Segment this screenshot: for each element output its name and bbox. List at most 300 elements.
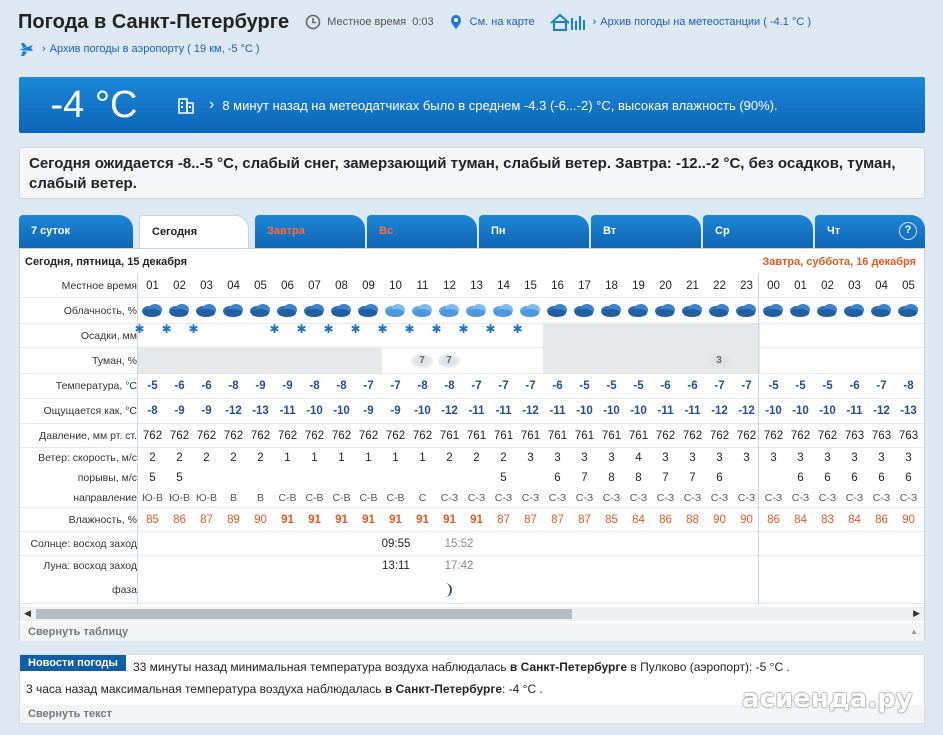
feels-like-cell: -12 [711,405,728,417]
gust-cell: 6 [905,472,912,484]
gust-cell: 5 [176,472,183,484]
temperature-cell: -7 [525,380,536,392]
hour-cell: 01 [146,280,159,292]
table-row-fog [20,348,924,374]
cloud-icon [842,302,866,318]
hour-cell: 03 [200,280,213,292]
wind-direction-cell: С-З [548,492,567,504]
humidity-cell: 85 [146,514,159,526]
wind-speed-cell: 3 [581,452,588,464]
wind-direction-cell: С-З [845,492,864,504]
map-link-label: См. на карте [469,16,535,28]
temperature-cell: -7 [363,380,374,392]
wind-direction-cell: Ю-В [141,492,164,504]
pressure-cell: 762 [196,430,217,442]
snow-icon: ✱ [161,322,172,336]
current-weather-banner [19,77,925,133]
humidity-cell: 84 [794,514,807,526]
wind-speed-cell: 1 [338,452,345,464]
feels-like-cell: -8 [147,405,158,417]
temperature-cell: -5 [579,380,590,392]
snow-icon: ✱ [404,322,415,336]
humidity-cell: 90 [713,514,726,526]
cloud-icon [653,302,677,318]
feels-like-cell: -11 [684,405,701,417]
pressure-cell: 761 [601,430,622,442]
wind-direction-cell: С-В [386,492,405,504]
cloud-icon [140,302,164,318]
cloud-icon [356,302,380,318]
wind-direction-cell: С-З [899,492,918,504]
row-label: Луна: восход заход [43,560,137,572]
help-icon[interactable]: ? [899,222,917,240]
temperature-cell: -6 [174,380,185,392]
tab-5[interactable] [479,215,589,248]
hour-cell: 06 [281,280,294,292]
wind-speed-cell: 2 [473,452,480,464]
gust-cell: 5 [149,472,156,484]
row-label: Ощущается как, °C [43,405,137,417]
day-tabs [19,215,925,248]
humidity-cell: 90 [254,514,267,526]
humidity-cell: 87 [578,514,591,526]
wind-speed-cell: 3 [824,452,831,464]
humidity-cell: 88 [686,514,699,526]
cloud-icon [491,302,515,318]
humidity-cell: 87 [497,514,510,526]
wind-speed-cell: 2 [257,452,264,464]
wind-direction-cell: С-З [737,492,756,504]
wind-speed-cell: 2 [149,452,156,464]
date-today: Сегодня, пятница, 15 декабря [25,256,188,268]
temperature-cell: -7 [741,380,752,392]
wind-speed-cell: 4 [635,452,642,464]
row-label: направление [73,492,137,504]
cloud-icon [896,302,920,318]
feels-like-cell: -12 [225,405,242,417]
row-label: Осадки, мм [80,330,137,342]
scroll-left-icon[interactable]: ◀ [24,608,31,618]
temperature-cell: -9 [255,380,266,392]
feels-like-cell: -11 [657,405,674,417]
cloud-icon [302,302,326,318]
tab-2[interactable] [139,215,249,249]
gust-cell: 6 [554,472,561,484]
feels-like-cell: -11 [468,405,485,417]
gust-cell: 6 [851,472,858,484]
humidity-cell: 87 [200,514,213,526]
news-city: в Санкт-Петербурге [384,682,502,696]
wind-direction-cell: С-З [494,492,513,504]
wind-speed-cell: 1 [392,452,399,464]
temperature-cell: -5 [768,380,779,392]
hour-cell: 05 [254,280,267,292]
hour-cell: 04 [875,280,888,292]
humidity-cell: 91 [335,514,348,526]
temperature-cell: -7 [471,380,482,392]
pressure-cell: 761 [493,430,514,442]
feels-like-cell: -9 [174,405,185,417]
chevron-right-icon: › [42,43,46,55]
feels-like-cell: -11 [846,405,863,417]
airport-archive-label: Архив погоды в аэропорту ( 19 км, -5 °C ) [49,43,260,55]
wind-speed-cell: 3 [905,452,912,464]
cloud-icon [734,302,758,318]
feels-like-cell: -10 [630,405,647,417]
gust-cell: 5 [500,472,507,484]
feels-like-cell: -9 [201,405,212,417]
hour-cell: 10 [389,280,402,292]
pressure-cell: 762 [736,430,757,442]
cloud-icon [437,302,461,318]
wind-direction-cell: С-З [440,492,459,504]
weather-station-icon [549,12,589,32]
watermark: асиенда.ру [742,684,913,714]
hour-cell: 22 [713,280,726,292]
humidity-cell: 86 [173,514,186,526]
feels-like-cell: -11 [279,405,296,417]
tab-4[interactable] [367,215,477,248]
sunrise-time: 09:55 [381,538,411,550]
cloud-icon [869,302,893,318]
cloud-icon [221,302,245,318]
snow-icon: ✱ [377,322,388,336]
pressure-cell: 761 [466,430,487,442]
day-date-row [20,249,924,274]
temperature-cell: -8 [903,380,914,392]
news-text: в Пулково (аэропорт): -5 °C . [627,660,790,674]
row-label: Местное время [61,280,137,292]
cloud-icon [599,302,623,318]
news-text: : -4 °C . [502,682,543,696]
snow-icon: ✱ [269,322,280,336]
triangle-up-icon: ▲ [910,627,918,636]
cloud-icon [410,302,434,318]
cloud-icon [788,302,812,318]
wind-speed-cell: 3 [689,452,696,464]
cloud-icon [248,302,272,318]
cloud-icon [707,302,731,318]
hour-cell: 15 [524,280,537,292]
hour-cell: 03 [848,280,861,292]
humidity-cell: 84 [848,514,861,526]
humidity-cell: 91 [443,514,456,526]
temperature-cell: -6 [552,380,563,392]
hour-cell: 19 [632,280,645,292]
fog-value: 3 [708,354,730,368]
humidity-cell: 91 [416,514,429,526]
feels-like-cell: -10 [792,405,809,417]
scroll-right-icon[interactable]: ▶ [913,608,920,618]
news-item-1 [133,660,790,674]
tab-1[interactable] [19,215,133,248]
feels-like-cell: -13 [252,405,269,417]
pressure-cell: 762 [709,430,730,442]
wind-speed-cell: 3 [851,452,858,464]
tab-label: Сегодня [152,226,198,238]
hour-cell: 07 [308,280,321,292]
feels-like-cell: -10 [819,405,836,417]
tab-label: Завтра [267,225,305,237]
humidity-cell: 91 [281,514,294,526]
cloud-icon [572,302,596,318]
wind-direction-cell: С-З [575,492,594,504]
wind-speed-cell: 3 [770,452,777,464]
tab-7[interactable] [703,215,813,248]
pressure-cell: 762 [331,430,352,442]
moon-phase-icon [439,581,455,599]
hour-cell: 04 [227,280,240,292]
temperature-cell: -5 [606,380,617,392]
pressure-cell: 761 [547,430,568,442]
wind-direction-cell: Ю-В [195,492,218,504]
temperature-cell: -9 [282,380,293,392]
humidity-cell: 87 [551,514,564,526]
moonset-time: 17:42 [444,560,474,572]
pressure-cell: 761 [439,430,460,442]
news-title[interactable]: Новости погоды [20,655,126,671]
temperature-cell: -6 [660,380,671,392]
humidity-cell: 86 [767,514,780,526]
humidity-cell: 86 [659,514,672,526]
map-link[interactable] [448,14,535,30]
pressure-cell: 763 [871,430,892,442]
snow-icon: ✱ [485,322,496,336]
collapse-text-button[interactable]: Свернуть текст [20,705,924,723]
row-label: Ветер: скорость, м/с [38,452,137,464]
humidity-cell: 90 [902,514,915,526]
hourly-forecast-panel [19,248,925,640]
temperature-cell: -8 [444,380,455,392]
hour-cell: 17 [578,280,591,292]
pressure-cell: 763 [844,430,865,442]
temperature-cell: -6 [849,380,860,392]
collapse-table-button[interactable] [20,623,924,641]
temperature-cell: -8 [309,380,320,392]
temperature-cell: -7 [498,380,509,392]
hour-cell: 20 [659,280,672,292]
hour-cell: 08 [335,280,348,292]
pressure-cell: 762 [277,430,298,442]
horizontal-scrollbar[interactable] [20,607,924,621]
row-label: Облачность, % [63,305,137,317]
wind-speed-cell: 1 [419,452,426,464]
humidity-cell: 91 [470,514,483,526]
feels-like-cell: -10 [603,405,620,417]
date-tomorrow: Завтра, суббота, 16 декабря [762,256,916,268]
feels-like-cell: -9 [390,405,401,417]
wind-speed-cell: 2 [203,452,210,464]
hour-cell: 00 [767,280,780,292]
tab-label: Вт [603,225,617,237]
wind-direction-cell: С-З [521,492,540,504]
temperature-cell: -8 [336,380,347,392]
local-time [305,14,433,30]
pressure-cell: 762 [655,430,676,442]
feels-like-cell: -11 [495,405,512,417]
wind-speed-cell: 2 [230,452,237,464]
airport-archive-link[interactable] [18,41,260,57]
gust-cell: 6 [824,472,831,484]
wind-speed-cell: 1 [365,452,372,464]
row-label: порывы, м/с [77,472,137,484]
gust-cell: 8 [635,472,642,484]
pressure-cell: 762 [817,430,838,442]
wind-direction-cell: С-З [683,492,702,504]
cloud-icon [815,302,839,318]
cloud-icon [626,302,650,318]
hour-cell: 12 [443,280,456,292]
tab-label: Чт [827,225,841,237]
tab-label: Ср [715,225,730,237]
feels-like-cell: -10 [765,405,782,417]
wind-speed-cell: 3 [743,452,750,464]
humidity-cell: 84 [632,514,645,526]
temperature-cell: -5 [633,380,644,392]
wind-direction-cell: С-З [818,492,837,504]
airplane-icon [18,41,34,57]
pressure-cell: 762 [412,430,433,442]
row-label: фаза [111,584,137,596]
chevron-right-icon: › [592,16,597,28]
hour-cell: 14 [497,280,510,292]
chevron-right-icon: › [209,96,215,113]
tab-6[interactable] [591,215,701,248]
feels-like-cell: -10 [306,405,323,417]
pressure-cell: 762 [682,430,703,442]
tab-label: Вс [379,225,394,237]
scrollbar-thumb[interactable] [36,609,572,619]
wind-direction-cell: С-З [656,492,675,504]
humidity-cell: 87 [524,514,537,526]
snow-icon: ✱ [458,322,469,336]
humidity-cell: 86 [875,514,888,526]
temperature-cell: -7 [876,380,887,392]
humidity-cell: 83 [821,514,834,526]
wind-direction-cell: С-З [791,492,810,504]
hour-cell: 01 [794,280,807,292]
wind-direction-cell: В [229,492,237,504]
temperature-cell: -6 [201,380,212,392]
humidity-cell: 85 [605,514,618,526]
wind-speed-cell: 3 [878,452,885,464]
cloud-icon [518,302,542,318]
cloud-icon [680,302,704,318]
wind-direction-cell: С-З [872,492,891,504]
hour-cell: 09 [362,280,375,292]
moonrise-time: 13:11 [382,560,410,572]
news-text: 3 часа назад максимальная температура воздуха наблюдалась [26,682,385,696]
station-archive-link[interactable] [549,12,811,32]
wind-direction-cell: С-В [305,492,324,504]
wind-speed-cell: 3 [797,452,804,464]
wind-direction-cell: С-З [629,492,648,504]
gust-cell: 7 [662,472,669,484]
feels-like-cell: -10 [414,405,431,417]
local-time-value: 0:03 [412,16,434,28]
wind-speed-cell: 3 [662,452,669,464]
forecast-summary: Сегодня ожидается -8..-5 °C, слабый снег, замерзающий туман, слабый ветер. Завтра: -12..-2 °C, без осадков, туман, слабый ветер. [19,147,925,199]
feels-like-cell: -12 [522,405,539,417]
humidity-cell: 89 [227,514,240,526]
pressure-cell: 762 [304,430,325,442]
row-label: Солнце: восход заход [30,538,137,550]
local-time-label: Местное время [327,16,407,28]
cloud-icon [545,302,569,318]
snow-icon: ✱ [188,322,199,336]
wind-direction-cell: С-В [278,492,297,504]
gust-cell: 6 [797,472,804,484]
humidity-cell: 91 [308,514,321,526]
page-header [18,8,825,36]
wind-speed-cell: 3 [554,452,561,464]
wind-direction-cell: С-З [467,492,486,504]
cloud-icon [464,302,488,318]
cloud-icon [194,302,218,318]
row-label: Температура, °C [55,380,137,392]
wind-speed-cell: 1 [311,452,318,464]
wind-direction-cell: С-З [710,492,729,504]
cloud-icon [329,302,353,318]
pressure-cell: 762 [385,430,406,442]
feels-like-cell: -9 [363,405,374,417]
gust-cell: 6 [716,472,723,484]
hour-cell: 23 [740,280,753,292]
hour-cell: 18 [605,280,618,292]
pressure-cell: 761 [574,430,595,442]
building-icon [177,96,195,114]
hour-cell: 13 [470,280,483,292]
wind-speed-cell: 2 [500,452,507,464]
temperature-cell: -5 [147,380,158,392]
pressure-cell: 762 [169,430,190,442]
map-pin-icon [448,14,464,30]
tab-8[interactable] [815,215,925,248]
wind-speed-cell: 1 [284,452,291,464]
news-item-2 [26,682,543,696]
temperature-cell: -7 [390,380,401,392]
pressure-cell: 761 [520,430,541,442]
gust-cell: 6 [878,472,885,484]
pressure-cell: 761 [628,430,649,442]
temperature-cell: -6 [687,380,698,392]
table-row-phase [20,576,924,604]
hour-cell: 16 [551,280,564,292]
wind-direction-cell: С [418,492,427,504]
cloud-icon [167,302,191,318]
wind-speed-cell: 2 [176,452,183,464]
clock-icon [305,14,321,30]
cloud-icon [275,302,299,318]
wind-direction-cell: С-З [602,492,621,504]
feels-like-cell: -10 [576,405,593,417]
feels-like-cell: -13 [900,405,917,417]
wind-speed-cell: 2 [446,452,453,464]
snow-icon: ✱ [134,322,145,336]
cloud-icon [383,302,407,318]
cloud-icon [761,302,785,318]
temperature-cell: -7 [714,380,725,392]
station-archive-label: Архив погоды на метеостанции ( -4.1 °C ) [600,16,812,28]
fog-value: 7 [411,354,433,368]
snow-icon: ✱ [323,322,334,336]
row-label: Туман, % [92,355,137,367]
feels-like-cell: -10 [333,405,350,417]
wind-speed-cell: 3 [608,452,615,464]
humidity-cell: 91 [389,514,402,526]
tab-3[interactable] [255,215,365,248]
temperature-cell: -8 [417,380,428,392]
